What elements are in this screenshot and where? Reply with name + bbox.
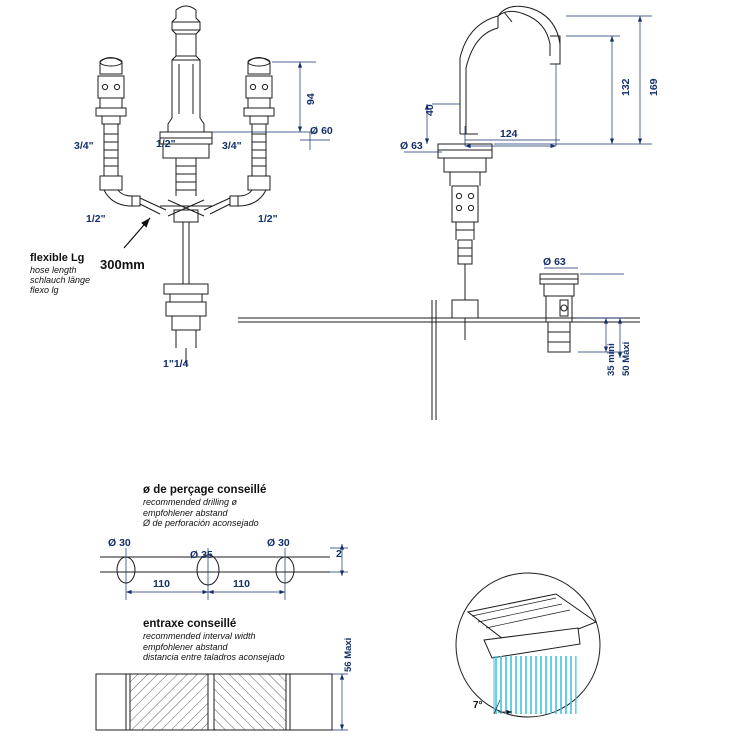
hose-note-line3: schlauch länge (30, 274, 91, 285)
view-mounting-detail (390, 274, 578, 420)
hose-length-value: 300mm (100, 257, 145, 272)
label-depth-56-max: 56 Maxi (343, 637, 354, 672)
label-angle-7: 7° (473, 700, 483, 711)
label-diameter-60: Ø 60 (310, 125, 333, 137)
drilling-heading-line4: Ø de perforación aconsejado (143, 517, 259, 528)
view-three-hole-faucet (96, 6, 274, 364)
label-height-94: 94 (305, 93, 317, 105)
drilling-heading-line2: recommended drilling ø (143, 497, 238, 508)
label-hole-left: Ø 30 (108, 537, 131, 549)
hose-callout-arrow (124, 218, 150, 248)
label-valve-right: 3/4" (222, 140, 242, 152)
drilling-heading (143, 484, 266, 528)
label-span-right: 110 (233, 578, 250, 590)
interval-note-line4: distancia entre taladros aconsejado (143, 651, 285, 662)
label-diameter-63-top: Ø 63 (400, 140, 423, 152)
label-height-132: 132 (620, 78, 632, 96)
interval-note-line3: empfohlener abstand (143, 641, 228, 652)
label-spout-center: 1/2" (156, 138, 176, 150)
label-valve-left: 3/4" (74, 140, 94, 152)
label-thread-bottom: 1"1/4 (163, 358, 189, 370)
label-inlet-right: 1/2" (258, 213, 278, 225)
label-thickness-2: 2 (336, 548, 342, 560)
label-span-left: 110 (153, 578, 170, 590)
label-diameter-63-mid: Ø 63 (543, 256, 566, 268)
label-height-169: 169 (648, 78, 660, 96)
view-drilling-plan (100, 555, 330, 585)
hose-note-line4: flexo lg (30, 285, 59, 296)
label-depth-max: 50 Maxi (621, 341, 632, 376)
view-aerator-detail (456, 573, 600, 717)
dimensions-view2 (404, 16, 652, 152)
hose-length-note (30, 252, 90, 296)
interval-note-line1: entraxe conseillé (143, 618, 237, 630)
label-inlet-left: 1/2" (86, 213, 106, 225)
drilling-heading-line3: empfohlener abstand (143, 507, 228, 518)
drilling-heading-line1: ø de perçage conseillé (143, 484, 267, 496)
hose-note-line1: flexible Lg (30, 252, 85, 264)
view-wall-section (96, 674, 332, 730)
hose-note-line2: hose length (30, 264, 77, 275)
view-single-lever-faucet (238, 6, 640, 340)
interval-note-line2: recommended interval width (143, 631, 256, 642)
label-depth-min: 35 mini (606, 343, 617, 376)
label-height-40: 40 (424, 104, 436, 116)
label-hole-center: Ø 35 (190, 549, 213, 561)
interval-note (143, 618, 285, 662)
label-reach-124: 124 (500, 128, 518, 140)
label-hole-right: Ø 30 (267, 537, 290, 549)
